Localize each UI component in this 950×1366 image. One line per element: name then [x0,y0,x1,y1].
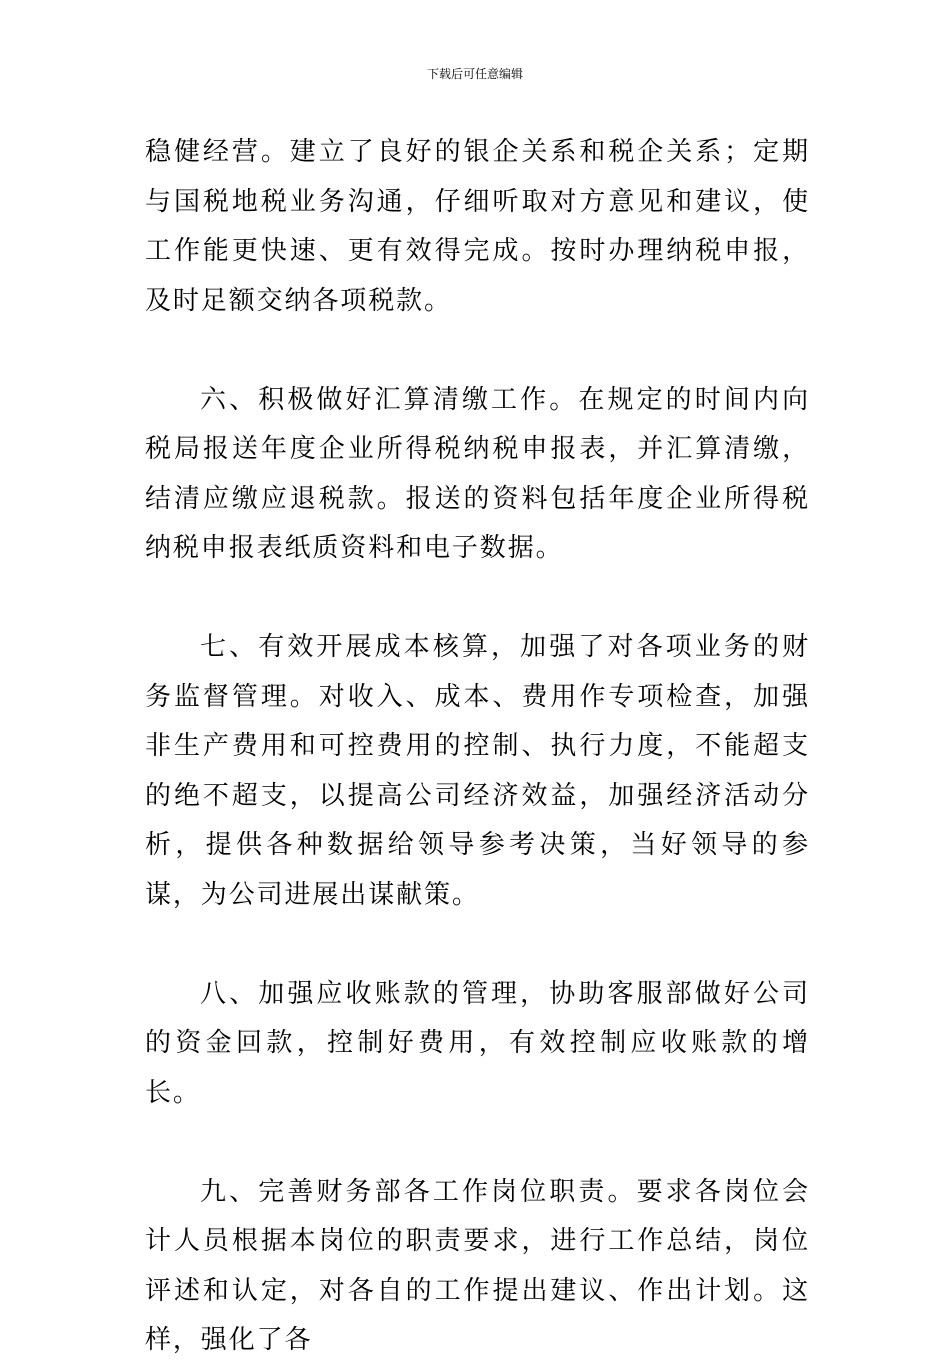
paragraph-section-6: 六、积极做好汇算清缴工作。在规定的时间内向税局报送年度企业所得税纳税申报表，并汇算清缴，结清应缴应退税款。报送的资料包括年度企业所得税纳税申报表纸质资料和电子数据。 [145,384,810,563]
paragraph-section-8: 八、加强应收账款的管理，协助客服部做好公司的资金回款，控制好费用，有效控制应收账款的增长。 [145,978,810,1108]
paragraph-spacer [145,920,810,970]
paragraph-spacer [145,1118,810,1168]
page-header: 下载后可任意编辑 [426,67,523,81]
document-body [145,128,810,1366]
paragraph-spacer [145,574,810,624]
paragraph-continued: 稳健经营。建立了良好的银企关系和税企关系；定期与国税地税业务沟通，仔细听取对方意见和建议，使工作能更快速、更有效得完成。按时办理纳税申报，及时足额交纳各项税款。 [145,137,810,316]
paragraph-section-9: 九、完善财务部各工作岗位职责。要求各岗位会计人员根据本岗位的职责要求，进行工作总结，岗位评述和认定，对各自的工作提出建议、作出计划。这样，强化了各 [145,1176,810,1355]
paragraph-section-7: 七、有效开展成本核算，加强了对各项业务的财务监督管理。对收入、成本、费用作专项检查，加强非生产费用和可控费用的控制、执行力度，不能超支的绝不超支，以提高公司经济效益，加强经济活动分析，提供各种数据给领导参考决策，当好领导的参谋，为公司进展出谋献策。 [145,632,810,910]
paragraph-spacer [145,326,810,376]
